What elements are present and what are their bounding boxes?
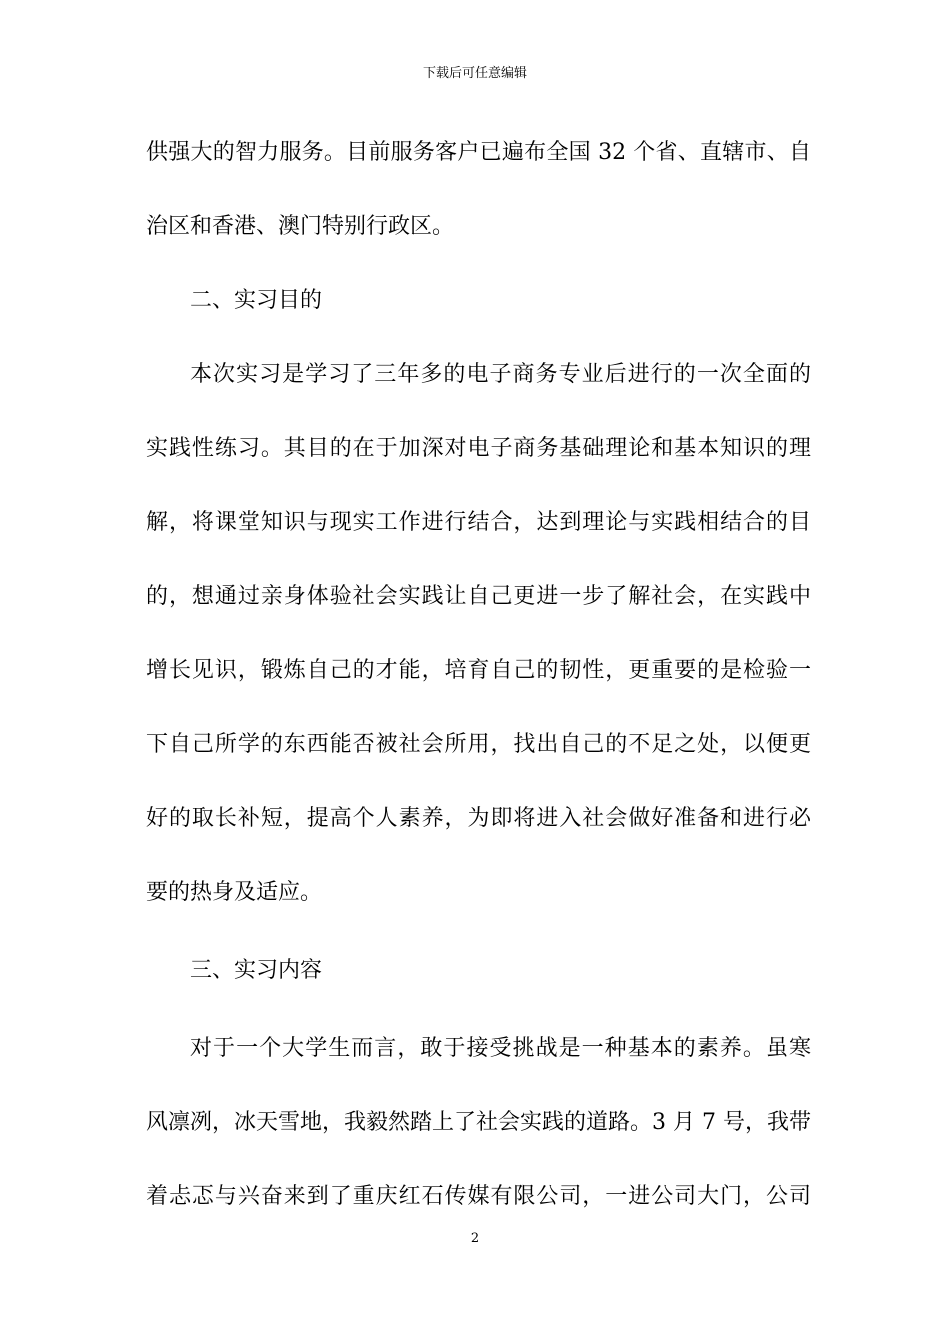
text-line-7: 的，想通过亲身体验社会实践让自己更进一步了解社会，在实践中	[146, 584, 811, 609]
text-line-2: 治区和香港、澳门特别行政区。	[146, 214, 455, 239]
text-line-13: 对于一个大学生而言，敢于接受挑战是一种基本的素养。虽寒	[190, 1036, 811, 1061]
text-line-5: 实践性练习。其目的在于加深对电子商务基础理论和基本知识的理	[146, 436, 811, 461]
text-line-9: 下自己所学的东西能否被社会所用，找出自己的不足之处，以便更	[146, 732, 811, 757]
text-line-11: 要的热身及适应。	[146, 880, 323, 905]
text-line-4: 本次实习是学习了三年多的电子商务专业后进行的一次全面的	[190, 362, 811, 387]
section-heading-3: 三、实习内容	[190, 958, 323, 983]
text-line-8: 增长见识，锻炼自己的才能，培育自己的韧性，更重要的是检验一	[146, 658, 811, 683]
section-heading-2: 二、实习目的	[190, 288, 323, 313]
text-line-14: 风凛冽，冰天雪地，我毅然踏上了社会实践的道路。3 月 7 号，我带	[146, 1110, 811, 1135]
page-header: 下载后可任意编辑	[422, 66, 527, 81]
text-line-15: 着忐忑与兴奋来到了重庆红石传媒有限公司，一进公司大门，公司	[146, 1184, 811, 1209]
page-number: 2	[470, 1231, 480, 1246]
text-line-1: 供强大的智力服务。目前服务客户已遍布全国 32 个省、直辖市、自	[146, 140, 811, 165]
text-line-6: 解，将课堂知识与现实工作进行结合，达到理论与实践相结合的目	[146, 510, 811, 535]
text-line-10: 好的取长补短，提高个人素养，为即将进入社会做好准备和进行必	[146, 806, 811, 831]
